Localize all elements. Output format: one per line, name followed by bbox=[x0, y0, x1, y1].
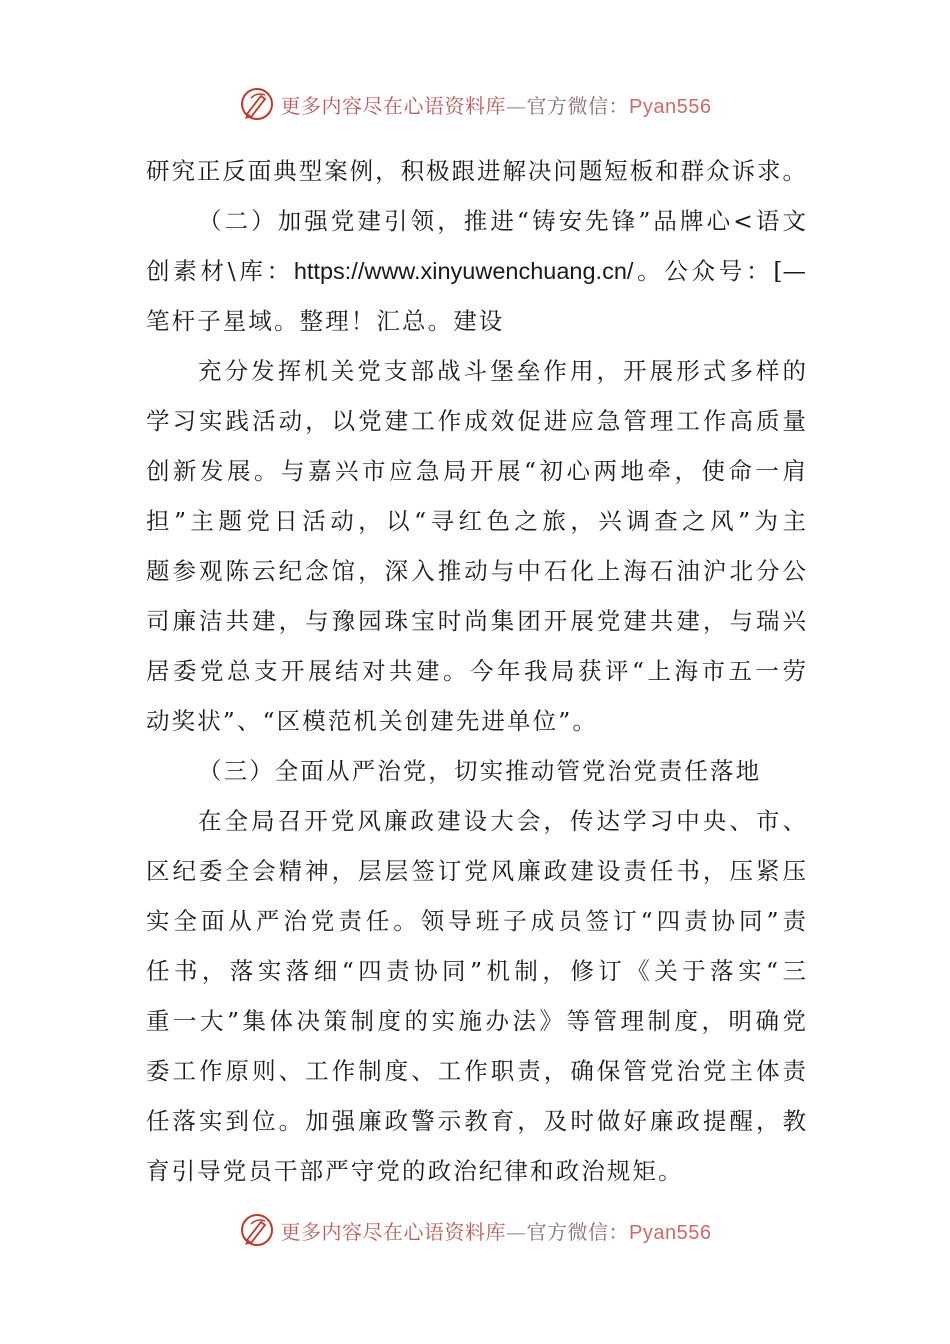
website-url: https://www.xinyuwenchuang.cn/ bbox=[293, 258, 634, 284]
header-watermark-banner bbox=[0, 84, 950, 124]
text-line: 育引导党员干部严守党的政治纪律和政治规矩。 bbox=[146, 1157, 684, 1185]
text-line-with-url: 创素材\库：https://www.xinyuwenchuang.cn/。公众号：[— bbox=[146, 257, 806, 285]
text-line: 任落实到位。加强廉政警示教育，及时做好廉政提醒，教 bbox=[146, 1107, 806, 1135]
pen-circle-logo-icon bbox=[239, 86, 275, 122]
paragraph-start: 在全局召开党风廉政建设大会，传达学习中央、市、 bbox=[198, 807, 806, 835]
text-line: 委工作原则、工作制度、工作职责，确保管党治党主体责 bbox=[146, 1057, 806, 1085]
document-body bbox=[146, 146, 806, 1196]
text-line: 题参观陈云纪念馆，深入推动与中石化上海石油沪北分公 bbox=[146, 557, 806, 585]
text-line: 重一大”集体决策制度的实施办法》等管理制度，明确党 bbox=[146, 1007, 806, 1035]
section-heading-2: （二）加强党建引领，推进“铸安先锋”品牌心<语文 bbox=[198, 207, 806, 235]
text-line: 担”主题党日活动，以“寻红色之旅，兴调查之风”为主 bbox=[146, 507, 806, 535]
text-line: 居委党总支开展结对共建。今年我局获评“上海市五一劳 bbox=[146, 657, 806, 685]
text-line: 区纪委全会精神，层层签订党风廉政建设责任书，压紧压 bbox=[146, 857, 806, 885]
text-line: 实全面从严治党责任。领导班子成员签订“四责协同”责 bbox=[146, 907, 806, 935]
text-line: 创新发展。与嘉兴市应急局开展“初心两地牵，使命一肩 bbox=[146, 457, 806, 485]
section-heading-3: （三）全面从严治党，切实推动管党治党责任落地 bbox=[198, 757, 762, 785]
banner-text: 更多内容尽在心语资料库—官方微信：Pyan556 bbox=[280, 1219, 712, 1244]
pen-circle-logo-icon bbox=[239, 1212, 275, 1248]
footer-watermark-banner bbox=[0, 1210, 950, 1250]
text-line: 笔杆子星域。整理！汇总。建设 bbox=[146, 307, 505, 335]
text-line: 动奖状”、“区模范机关创建先进单位”。 bbox=[146, 707, 598, 735]
banner-text: 更多内容尽在心语资料库—官方微信：Pyan556 bbox=[280, 93, 712, 118]
text-line: 研究正反面典型案例，积极跟进解决问题短板和群众诉求。 bbox=[146, 157, 806, 185]
text-line: 司廉洁共建，与豫园珠宝时尚集团开展党建共建，与瑞兴 bbox=[146, 607, 806, 635]
text-line: 任书，落实落细“四责协同”机制，修订《关于落实“三 bbox=[146, 957, 806, 985]
paragraph-start: 充分发挥机关党支部战斗堡垒作用，开展形式多样的 bbox=[198, 357, 806, 385]
text-line: 学习实践活动，以党建工作成效促进应急管理工作高质量 bbox=[146, 407, 806, 435]
